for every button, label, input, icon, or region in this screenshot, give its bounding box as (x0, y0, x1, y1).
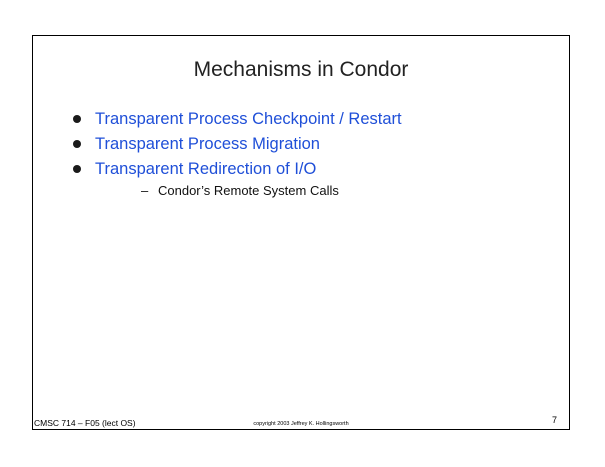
dash-marker: – (141, 183, 149, 198)
bullet-dot-icon (73, 140, 81, 148)
footer-course-label: CMSC 714 – F05 (lect OS) (34, 418, 136, 428)
bullet-text: Transparent Redirection of I/O (95, 160, 317, 178)
slide (32, 35, 570, 430)
bullet-dot-icon (73, 165, 81, 173)
sub-bullet-remote-calls (141, 183, 402, 203)
bullet-item-migration (71, 133, 402, 158)
sub-bullet-text: Condor’s Remote System Calls (158, 183, 339, 198)
bullet-item-redirection (71, 158, 402, 183)
footer-copyright: copyright 2003 Jeffrey K. Hollingsworth (253, 421, 349, 427)
bullet-text: Transparent Process Migration (95, 135, 320, 153)
bullet-dot-icon (73, 115, 81, 123)
bullet-item-checkpoint (71, 108, 402, 133)
bullet-list (71, 108, 402, 203)
page-number: 7 (551, 415, 557, 425)
slide-title: Mechanisms in Condor (193, 58, 409, 81)
bullet-text: Transparent Process Checkpoint / Restart (95, 110, 402, 128)
